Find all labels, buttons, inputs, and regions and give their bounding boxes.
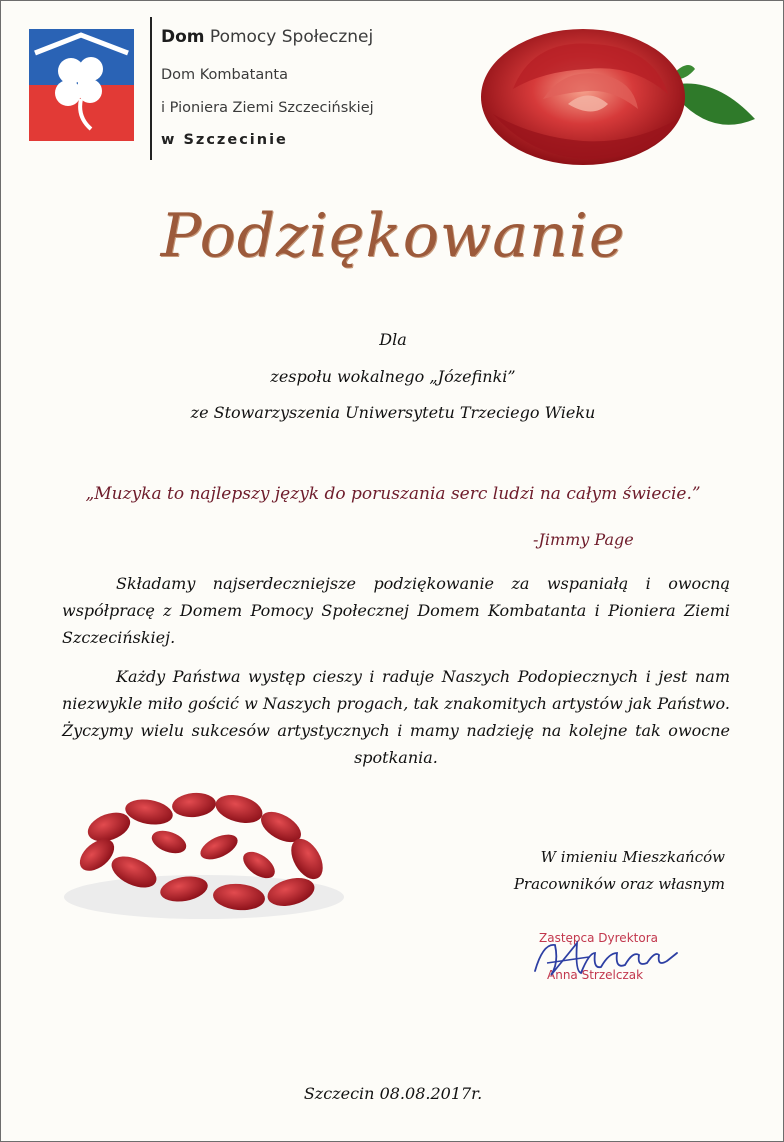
rose-petals-image-icon xyxy=(59,787,349,927)
stamp-name: Anna Strzelczak xyxy=(547,968,644,982)
org-line-1 xyxy=(161,27,373,47)
org-line-1-rest: Pomocy Społecznej xyxy=(204,27,374,47)
closing-line-2: Pracowników oraz własnym xyxy=(513,875,725,893)
red-rose-image-icon xyxy=(473,19,761,169)
header-separator xyxy=(150,17,152,160)
body-paragraph-1: Składamy najserdeczniejsze podziękowanie za wspaniałą i owocną współpracę z Domem Pomocy Społecznej Domem Kombatanta i Pioniera Ziemi Szczecińskiej. xyxy=(62,574,730,647)
org-dom-word: Dom xyxy=(161,27,205,47)
recipient-organization: ze Stowarzyszenia Uniwersytetu Trzeciego Wieku xyxy=(190,403,596,422)
closing-block xyxy=(514,844,725,898)
closing-line-1: W imieniu Mieszkańców xyxy=(540,848,725,866)
quote-text: „Muzyka to najlepszy język do poruszania serc ludzi na całym świecie.” xyxy=(85,484,701,504)
signature-stamp xyxy=(529,923,689,993)
quote-author: -Jimmy Page xyxy=(533,530,634,549)
stamp-role: Zastępca Dyrektora xyxy=(539,931,658,945)
place-and-date: Szczecin 08.08.2017r. xyxy=(303,1084,483,1103)
body-paragraph-2: Każdy Państwa występ cieszy i raduje Naszych Podopiecznych i jest nam niezwykle miło gościć w Naszych progach, tak znakomitych artystów jak Państwo. Życzymy wielu sukcesów artystycznych i mamy nadzieję na kolejne tak owocne spotkania. xyxy=(62,667,730,767)
handwritten-signature-icon xyxy=(529,923,689,993)
org-line-2: Dom Kombatanta xyxy=(161,67,288,83)
org-line-3: i Pioniera Ziemi Szczecińskiej xyxy=(161,100,374,116)
recipient-for-label: Dla xyxy=(379,330,407,349)
recipient-group: zespołu wokalnego „Józefinki” xyxy=(270,367,516,386)
clover-house-logo-icon xyxy=(29,29,134,141)
org-line-4: w Szczecinie xyxy=(161,132,288,148)
certificate-title: Podziękowanie xyxy=(160,201,626,271)
